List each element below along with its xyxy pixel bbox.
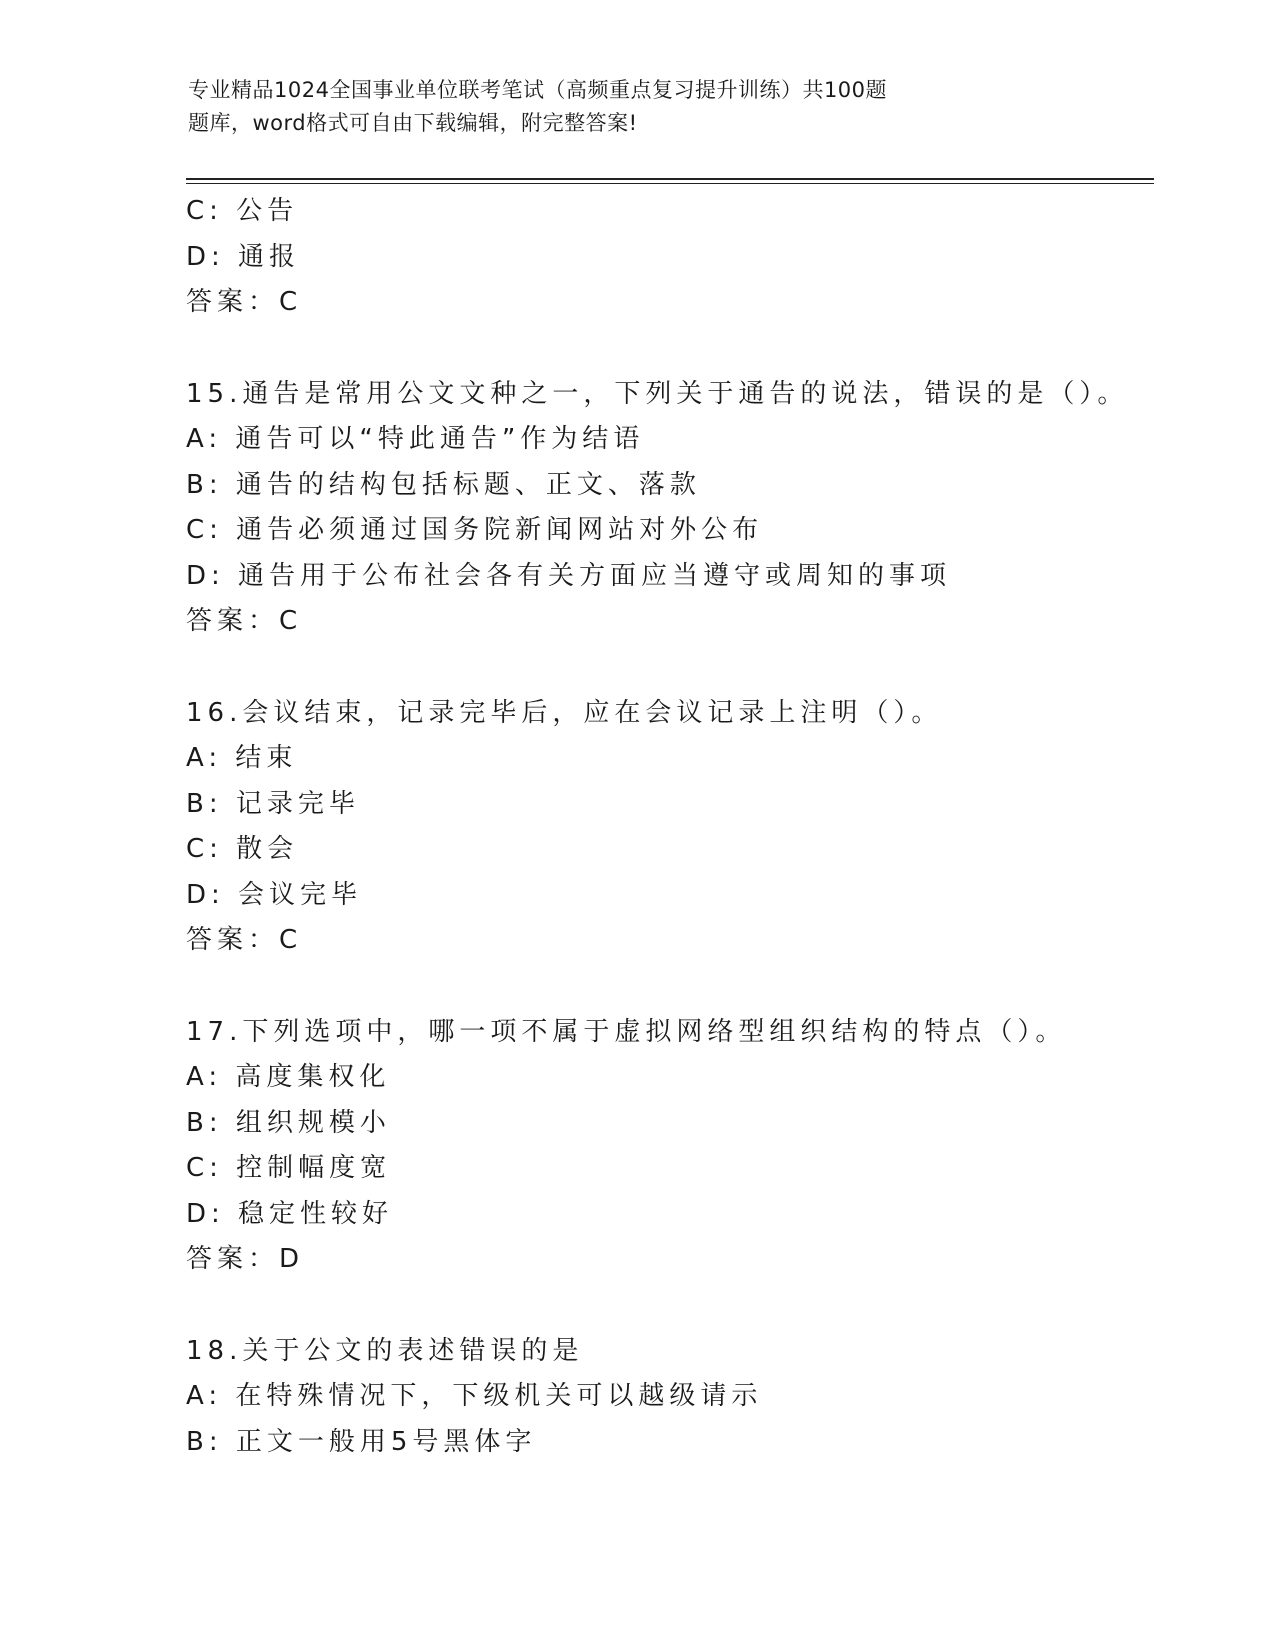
- option-a: A: 通告可以“特此通告”作为结语: [186, 424, 645, 454]
- option-d: D: 稳定性较好: [186, 1198, 394, 1229]
- option-a: A: 高度集权化: [186, 1062, 391, 1092]
- header-line-1: 专业精品1024全国事业单位联考笔试（高频重点复习提升训练）共100题: [188, 78, 888, 102]
- question-stem: 15.通告是常用公文文种之一，下列关于通告的说法，错误的是（）。: [186, 378, 1129, 409]
- spacer: [186, 1283, 1146, 1329]
- header-divider-thin: [186, 183, 1154, 184]
- option-c: C: 通告必须通过国务院新闻网站对外公布: [186, 515, 764, 545]
- spacer: [186, 964, 1146, 1010]
- answer-line: 答案：C: [186, 287, 303, 317]
- answer-line: 答案：C: [186, 925, 303, 955]
- question-block-15: [186, 372, 1146, 645]
- option-b: B: 组织规模小: [186, 1107, 391, 1138]
- question-block-16: [186, 691, 1146, 964]
- question-stem: 18.关于公文的表述错误的是: [186, 1335, 584, 1366]
- spacer: [186, 645, 1146, 691]
- option-b: B: 正文一般用5号黑体字: [186, 1426, 537, 1457]
- option-c: C: 控制幅度宽: [186, 1153, 392, 1183]
- question-stem: 17.下列选项中，哪一项不属于虚拟网络型组织结构的特点（）。: [186, 1016, 1067, 1047]
- answer-line: 答案：D: [186, 1244, 305, 1274]
- question-block-17: [186, 1010, 1146, 1283]
- question-stem: 16.会议结束，记录完毕后，应在会议记录上注明（）。: [186, 697, 943, 728]
- answer-line: 答案：C: [186, 606, 303, 636]
- spacer: [186, 326, 1146, 372]
- question-block-18: [186, 1329, 1146, 1466]
- header-line-2: 题库，word格式可自由下载编辑，附完整答案!: [188, 111, 638, 135]
- option-a: A: 在特殊情况下，下级机关可以越级请示: [186, 1381, 763, 1411]
- option-b: B: 通告的结构包括标题、正文、落款: [186, 469, 701, 500]
- option-d: D: 会议完毕: [186, 879, 363, 910]
- option-d: D: 通报: [186, 241, 301, 272]
- option-c: C: 公告: [186, 196, 299, 226]
- question-list: [186, 189, 1146, 1465]
- option-b: B: 记录完毕: [186, 788, 360, 819]
- option-c: C: 散会: [186, 834, 299, 864]
- header-divider-thick: [186, 178, 1154, 180]
- option-d: D: 通告用于公布社会各有关方面应当遵守或周知的事项: [186, 560, 952, 591]
- question-block-14: [186, 189, 1146, 326]
- option-a: A: 结束: [186, 743, 298, 773]
- document-header: [188, 74, 1018, 140]
